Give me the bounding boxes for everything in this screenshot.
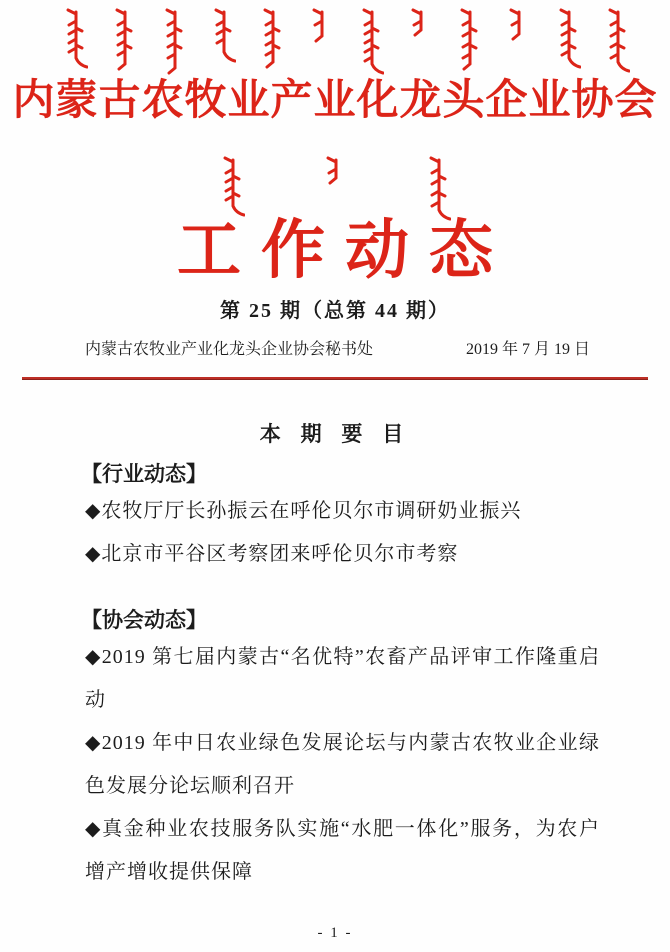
- org-title: 内蒙古农牧业产业化龙头企业协会: [12, 78, 658, 124]
- toc-item: ◆北京市平谷区考察团来呼伦贝尔市考察: [85, 543, 459, 565]
- toc-section-association: [81, 606, 600, 894]
- toc-item: ◆2019 年中日农业绿色发展论坛与内蒙古农牧业企业绿色发展分论坛顺利召开: [85, 732, 600, 797]
- mongolian-word-icon: [555, 8, 581, 74]
- page-number: - 1 -: [317, 925, 353, 941]
- section-title-association: 【协会动态】: [81, 609, 207, 632]
- mongolian-word-icon: [219, 156, 245, 222]
- red-divider: [22, 377, 648, 380]
- toc-item: ◆2019 第七届内蒙古“名优特”农畜产品评审工作隆重启动: [85, 646, 600, 711]
- toc-body: [81, 460, 600, 894]
- mongolian-word-icon: [210, 8, 236, 68]
- mongolian-word-icon: [505, 8, 531, 50]
- issue-number: 第 25 期（总第 44 期）: [220, 300, 450, 322]
- mongolian-word-icon: [322, 156, 348, 194]
- mongolian-word-icon: [308, 8, 334, 52]
- toc-item: ◆真金种业农技服务队实施“水肥一体化”服务，为农户增产增收提供保障: [85, 818, 600, 883]
- mongolian-script-top-row: [62, 8, 630, 66]
- bulletin-title: 工作动态: [177, 215, 513, 286]
- section-title-industry: 【行业动态】: [81, 463, 207, 486]
- publisher-row: [85, 339, 590, 361]
- mongolian-word-icon: [62, 8, 88, 74]
- issue-date: 2019 年 7 月 19 日: [465, 341, 590, 358]
- toc-section-industry: [81, 460, 600, 576]
- toc-heading: 本 期 要 目: [259, 423, 411, 446]
- mongolian-word-icon: [407, 8, 433, 46]
- toc-item: ◆农牧厅厅长孙振云在呼伦贝尔市调研奶业振兴: [85, 500, 522, 522]
- publisher-name: 内蒙古农牧业产业化龙头企业协会秘书处: [85, 341, 374, 358]
- mongolian-script-mid-row: [219, 156, 451, 214]
